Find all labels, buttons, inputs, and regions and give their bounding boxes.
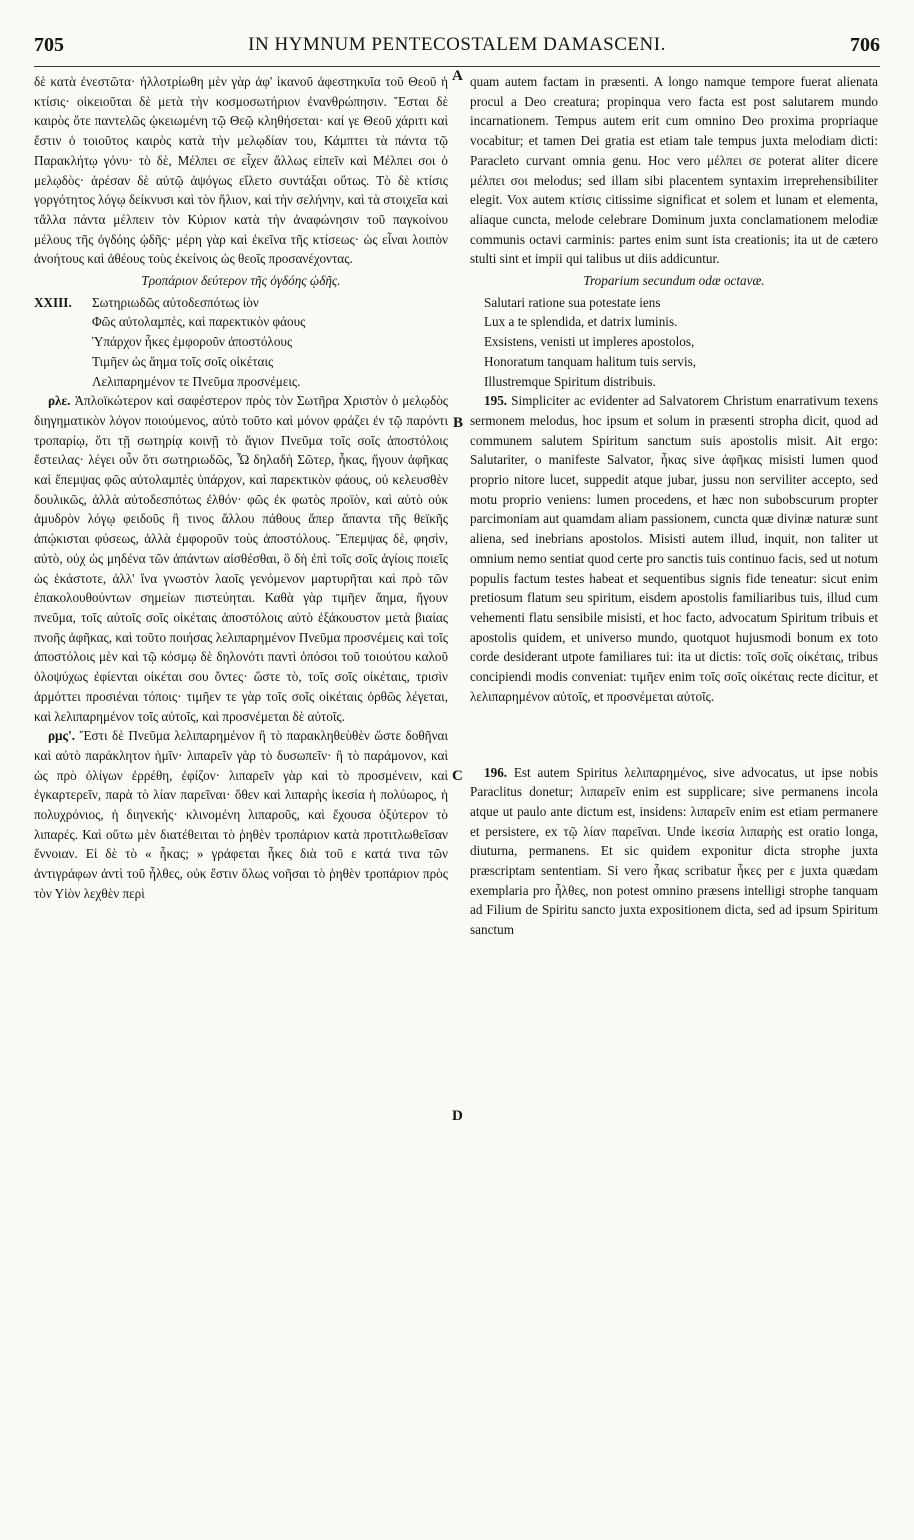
running-title: IN HYMNUM PENTECOSTALEM DAMASCENI. bbox=[248, 34, 666, 55]
latin-verse-line: Salutari ratione sua potestate iens bbox=[484, 294, 661, 310]
latin-column bbox=[470, 72, 878, 1512]
latin-paragraph-3-text: Est autem Spiritus λελιπαρημένος, sive advocatus, ut ipse nobis Paraclitus donetur; λιπαρεῖν enim est supplicare; sive permanens incola atque ut paulo ante dictum est, insidens: λιπαρεῖν enim est etiam permanere et persistere, ex τῷ λίαν παρεῖναι. Unde ἱκεσία λιπαρὴς est oratio longa, diuturna, permanens. Et sic quidem exponitur dicta strophe juxta præscriptam sententiam. Si vero ἧκας scribatur ἧκες per ε juxta quædam exemplaria pro ἦλθες, non potest omnino præsens intelligi strophe tanquam ad Filium de Spiritu sancto juxta expositionem dicta, sed ad ipsum Spiritum sanctum bbox=[470, 764, 878, 938]
paragraph-number: 196. bbox=[484, 764, 508, 780]
greek-verse-line: Ὑπάρχον ἧκες ἐμφοροῦν ἀποστόλους bbox=[92, 334, 293, 350]
greek-paragraph-2-text: Ἁπλοϊκώτερον καὶ σαφέστερον πρὸς τὸν Σωτῆρα Χριστὸν ὁ μελῳδὸς διηγηματικὸν λόγον ποιούμενος, αὐτὸ τοῦτο καὶ μόνον φράζει ἐν τῷ παρόντι τροπαρίῳ, ὅτι τῇ σωτηρίᾳ κοινῇ τὸ ἅγιον Πνεῦμα τοῖς σοῖς ἀποστόλοις ἔστειλας· λέγει οὖν ὅτι σωτηριωδῶς, Ὦ δηλαδὴ Σῶτερ, ἧκας, ἤγουν ἀφῆκας καὶ ἔπεμψας φῶς αὐτολαμπὲς ὑπάρχον, καὶ παρεκτικὸν φάους, οὐ κελευσθὲν δουλικῶς, ἀλλὰ αὐτοδεσπότως ἐλθόν· φῶς ἐκ φωτὸς προϊὸν, καὶ αὐτὸ οὐκ ἀμυδρὸν λόγῳ φειδοῦς ἢ τινος ἄλλου πάθους ἅπερ ἅπαντα τῆς θεϊκῆς ἀπῴκισται φύσεως, ἀλλὰ ἐμφοροῦν τοὺς ἀποστόλους. Ἔπεμψας δὲ, φησὶν, αὐτὸ, οὐχ ὡς μηδένα τῶν ἁπάντων αἰσθέσθαι, ὃ δὴ ἐπὶ τοῖς σοῖς ἁγίοις ποιεῖς ὡς ἑκάστοτε, ἀλλ' ἵνα γνωστὸν λαοῖς γενόμενον μαρτυρῆται καὶ πρὸ τῶν ἐπακολουθούντων σημείων πιστεύηται. Καθὰ γὰρ τιμῆεν ἄημα, ἤγουν πνεῦμα, τοῖς αὐτοῖς σοῖς οἰκέταις ἀποστόλοις αὐτὸ ἐξάκουστον μετὰ βιαίας πνοῆς ἀφῆκας, καὶ τοῦτο ποιήσας λελιπαρημένον Πνεῦμα προσνέμεις καὶ τοῖς ἀποστόλοις μὲν καὶ τῷ κόσμῳ δὲ δηλονότι παντὶ ὁπόσοι τοῦ τοιούτου καλοῦ ὀλοψύχως ἐφίενται οἰκέται σου ὄντες· ὥστε τὸ, τοῖς σοῖς οἰκέταις, τρισὶν ἁρμόττει προσιέναι τόποις· τιμῆεν τε γὰρ τοῖς σοῖς οἰκέταις ὀρθῶς λέγεται, καὶ λελιπαρημένον τοῖς αὐτοῖς, καὶ προσνέμεται δὲ αὐτοῖς. bbox=[34, 393, 448, 724]
greek-verse-line: Τιμῆεν ὡς ἄημα τοῖς σοῖς οἰκέταις bbox=[92, 353, 274, 369]
greek-troparion-heading: Τροπάριον δεύτερον τῆς ὀγδόης ᾠδῆς. bbox=[141, 273, 341, 289]
column-gap bbox=[470, 707, 878, 763]
greek-paragraph-3 bbox=[34, 726, 448, 903]
latin-paragraph-2 bbox=[470, 391, 878, 706]
latin-verse bbox=[470, 293, 878, 392]
latin-paragraph-3 bbox=[470, 763, 878, 940]
greek-verse-line: Λελιπαρημένον τε Πνεῦμα προσνέμεις. bbox=[92, 373, 301, 389]
greek-paragraph-1: δὲ κατὰ ἐνεστῶτα· ἠλλοτρίωθη μὲν γὰρ ἀφ' ἱκανοῦ ἀφεστηκυῖα τοῦ Θεοῦ ἡ κτίσις· οἰκειοῦται δὲ μετὰ τὴν κοσμοσωτήριον ἐνανθρώπησιν. Ἔσται δὲ καιρὸς ὅτε παντελῶς ᾠκειωμένη τῷ Θεῷ κληθήσεται· καί γε Θεοῦ χάριτι καὶ ἔστιν ὁ τοιοῦτος καιρὸς κατὰ τὴν μελῳδίαν του, Κάμπτει τὰ πάντα τῷ Παρακλήτῳ γόνυ· τὸ δὲ, Μέλπει σε εἶχεν ἄλλως εἰπεῖν καὶ Μέλπει σοι ὁ μελῳδὸς· ἀρέσαν δὲ αὐτῷ ἀψόγως εἵλετο συντάξαι οὕτως. Τὸ δὲ κτίσις γοργότητος λόγῳ δείκνυσι καὶ τὸν ἥλιον, καὶ τὴν σελήνην, καὶ τὰ στοιχεῖα καὶ τἄλλα πάντα μέλπειν τὸν Κύριον κατὰ τὴν ἀναφώνησιν τοῦ παγκοίνου μέλους τῆς ὀγδόης ᾠδῆς· μέρη γὰρ καὶ ἐκεῖνα τῆς κτίσεως· ὡς εἶναι λοιπὸν ἀνοήτους καὶ ἀθέους τοὺς ἐκείνοις ὡς θεοῖς προσανέχοντας. bbox=[34, 74, 448, 267]
latin-verse-line: Exsistens, venisti ut impleres apostolos, bbox=[484, 334, 695, 350]
greek-verse-line: Φῶς αὐτολαμπὲς, καὶ παρεκτικὸν φάους bbox=[92, 314, 306, 330]
latin-paragraph-1: quam autem factam in præsenti. A longo namque tempore fuerat alienata procul a Deo creatura; propinqua vero facta est post salutarem mundo incarnationem. Tempus autem erit cum omnino Deo proxima propriaque vocabitur; et tamen Dei gratia est etiam tale tempus juxta melodiam dicti: Paracleto curvant omnia genu. Hoc vero μέλπει σε poterat aliter dicere μέλπει σοι melodus; sed illam sibi placentem syntaxim irreprehensibiliter elegit. Vox autem κτίσις citissime significat et solem et lunam et elementa, aliaque cuncta, melode celebrare Dominum juxta conclamationem melodiæ communis octavi carminis: partes enim sunt ista creationis; ita ut de cætero stulti sint et impii qui talibus ut diis addicuntur. bbox=[470, 74, 878, 267]
running-header bbox=[34, 32, 880, 67]
greek-paragraph-3-text: Ἔστι δὲ Πνεῦμα λελιπαρημένον ἢ τὸ παρακληθεὺθὲν ὥστε δοθῆναι καὶ αὐτὸ παράκλητον ἡμῖν· λιπαρεῖν γὰρ τὸ δυσωπεῖν· ἢ τὸ παράμονον, καὶ ὡς πρὸ ὀλίγων ἐρρέθη, ἐφίζον· λιπαρεῖν γὰρ καὶ τὸ προσμένειν, καὶ ἐγκαρτερεῖν, παρὰ τὸ λίαν παρεῖναι· ὅθεν καὶ λιπαρὴς ἱκεσία ἡ πολύωρος, ἡ πολυχρόνιος, ἡ διηνεκής· κλινομένη λιπαροῦς, καὶ ἔχουσα ὀξύτερον τὸ λιπαρές. Καὶ οὕτω μὲν διατέθειται τὸ ῥηθὲν τροπάριον κατὰ προτιτλωθεῖσαν ἔννοιαν. Εἰ δὲ τὸ « ἧκας; » γράφεται ἧκες διὰ τοῦ ε κατά τινα τῶν ἀντιγράφων ἀντὶ τοῦ ἧλθες, οὐκ ἔστιν ὅλως νοῆσαι τὸ ῥηθὲν τροπάριον πρὸς τὸν Υἱὸν λεχθὲν περὶ bbox=[34, 728, 448, 901]
greek-verse-line: Σωτηριωδῶς αὐτοδεσπότως ἰὸν bbox=[92, 294, 259, 310]
latin-verse-line: Illustremque Spiritum distribuis. bbox=[484, 373, 656, 389]
page-number-left: 705 bbox=[34, 34, 64, 56]
verse-number: XXIII. bbox=[34, 294, 72, 310]
paragraph-number: 195. bbox=[484, 393, 508, 409]
marginal-letter-b: B bbox=[453, 415, 464, 431]
latin-paragraph-2-text: Simpliciter ac evidenter ad Salvatorem Christum enarrativum texens sermonem melodus, hoc ipsum et solum in præsenti stropha dicit, quod ad communem salutem Spiritum sanctum suis apostolis misit. Ait ergo: Salutariter, o manifeste Salvator, ἧκας sive ἀφῆκας misisti lumen quod proprio nitore lucet, suppedit atque jubar, jussu non serviliter accepto, sed motu proprio veniens: lumen procedens, et hæc non subobscurum propter parcimoniam aut quamdam aliam passionem, cuncta quæ divinæ naturæ sunt aliena, sed inebrians apostolos. Misisti autem illud, inquit, non taliter ut omnium nemo sentiat quod certe pro sanctis tuis continuo facis, sed ut notum populis factum testes habeat et sequentibus signis fide teneatur: sicut enim pretiosum flatum seu spiritum, eisdem apostolis familiaribus tuis, illud cum vehementi flatu sensibile misisti, et hoc facto, advocatum Spiritum tribuis et apostolis quidem, et universo mundo, quotquot hujusmodi bonum ex toto corde desiderant utpote familiares tui: ita ut dictis: τοῖς σοῖς οἰκέταις, tribus concipiendi modis conveniat: τιμῆεν enim τοῖς σοῖς οἰκέταις recte dicitur, et λελιπαρημένον αὐτοῖς, et προσνέμεται αὐτοῖς. bbox=[470, 393, 878, 704]
greek-verse bbox=[34, 293, 448, 392]
paragraph-number: ρμς'. bbox=[48, 728, 76, 744]
marginal-letter-d: D bbox=[452, 1108, 463, 1124]
latin-verse-line: Honoratum tanquam halitum tuis servis, bbox=[484, 353, 697, 369]
greek-paragraph-2 bbox=[34, 391, 448, 726]
greek-column bbox=[34, 72, 448, 1512]
marginal-letter-a: A bbox=[452, 68, 463, 84]
marginal-letter-c: C bbox=[452, 768, 463, 784]
latin-verse-line: Lux a te splendida, et datrix luminis. bbox=[484, 314, 678, 330]
paragraph-number: ρλε. bbox=[48, 393, 71, 409]
page-number-right: 706 bbox=[850, 34, 880, 56]
latin-troparion-heading: Troparium secundum odæ octavæ. bbox=[583, 273, 765, 289]
